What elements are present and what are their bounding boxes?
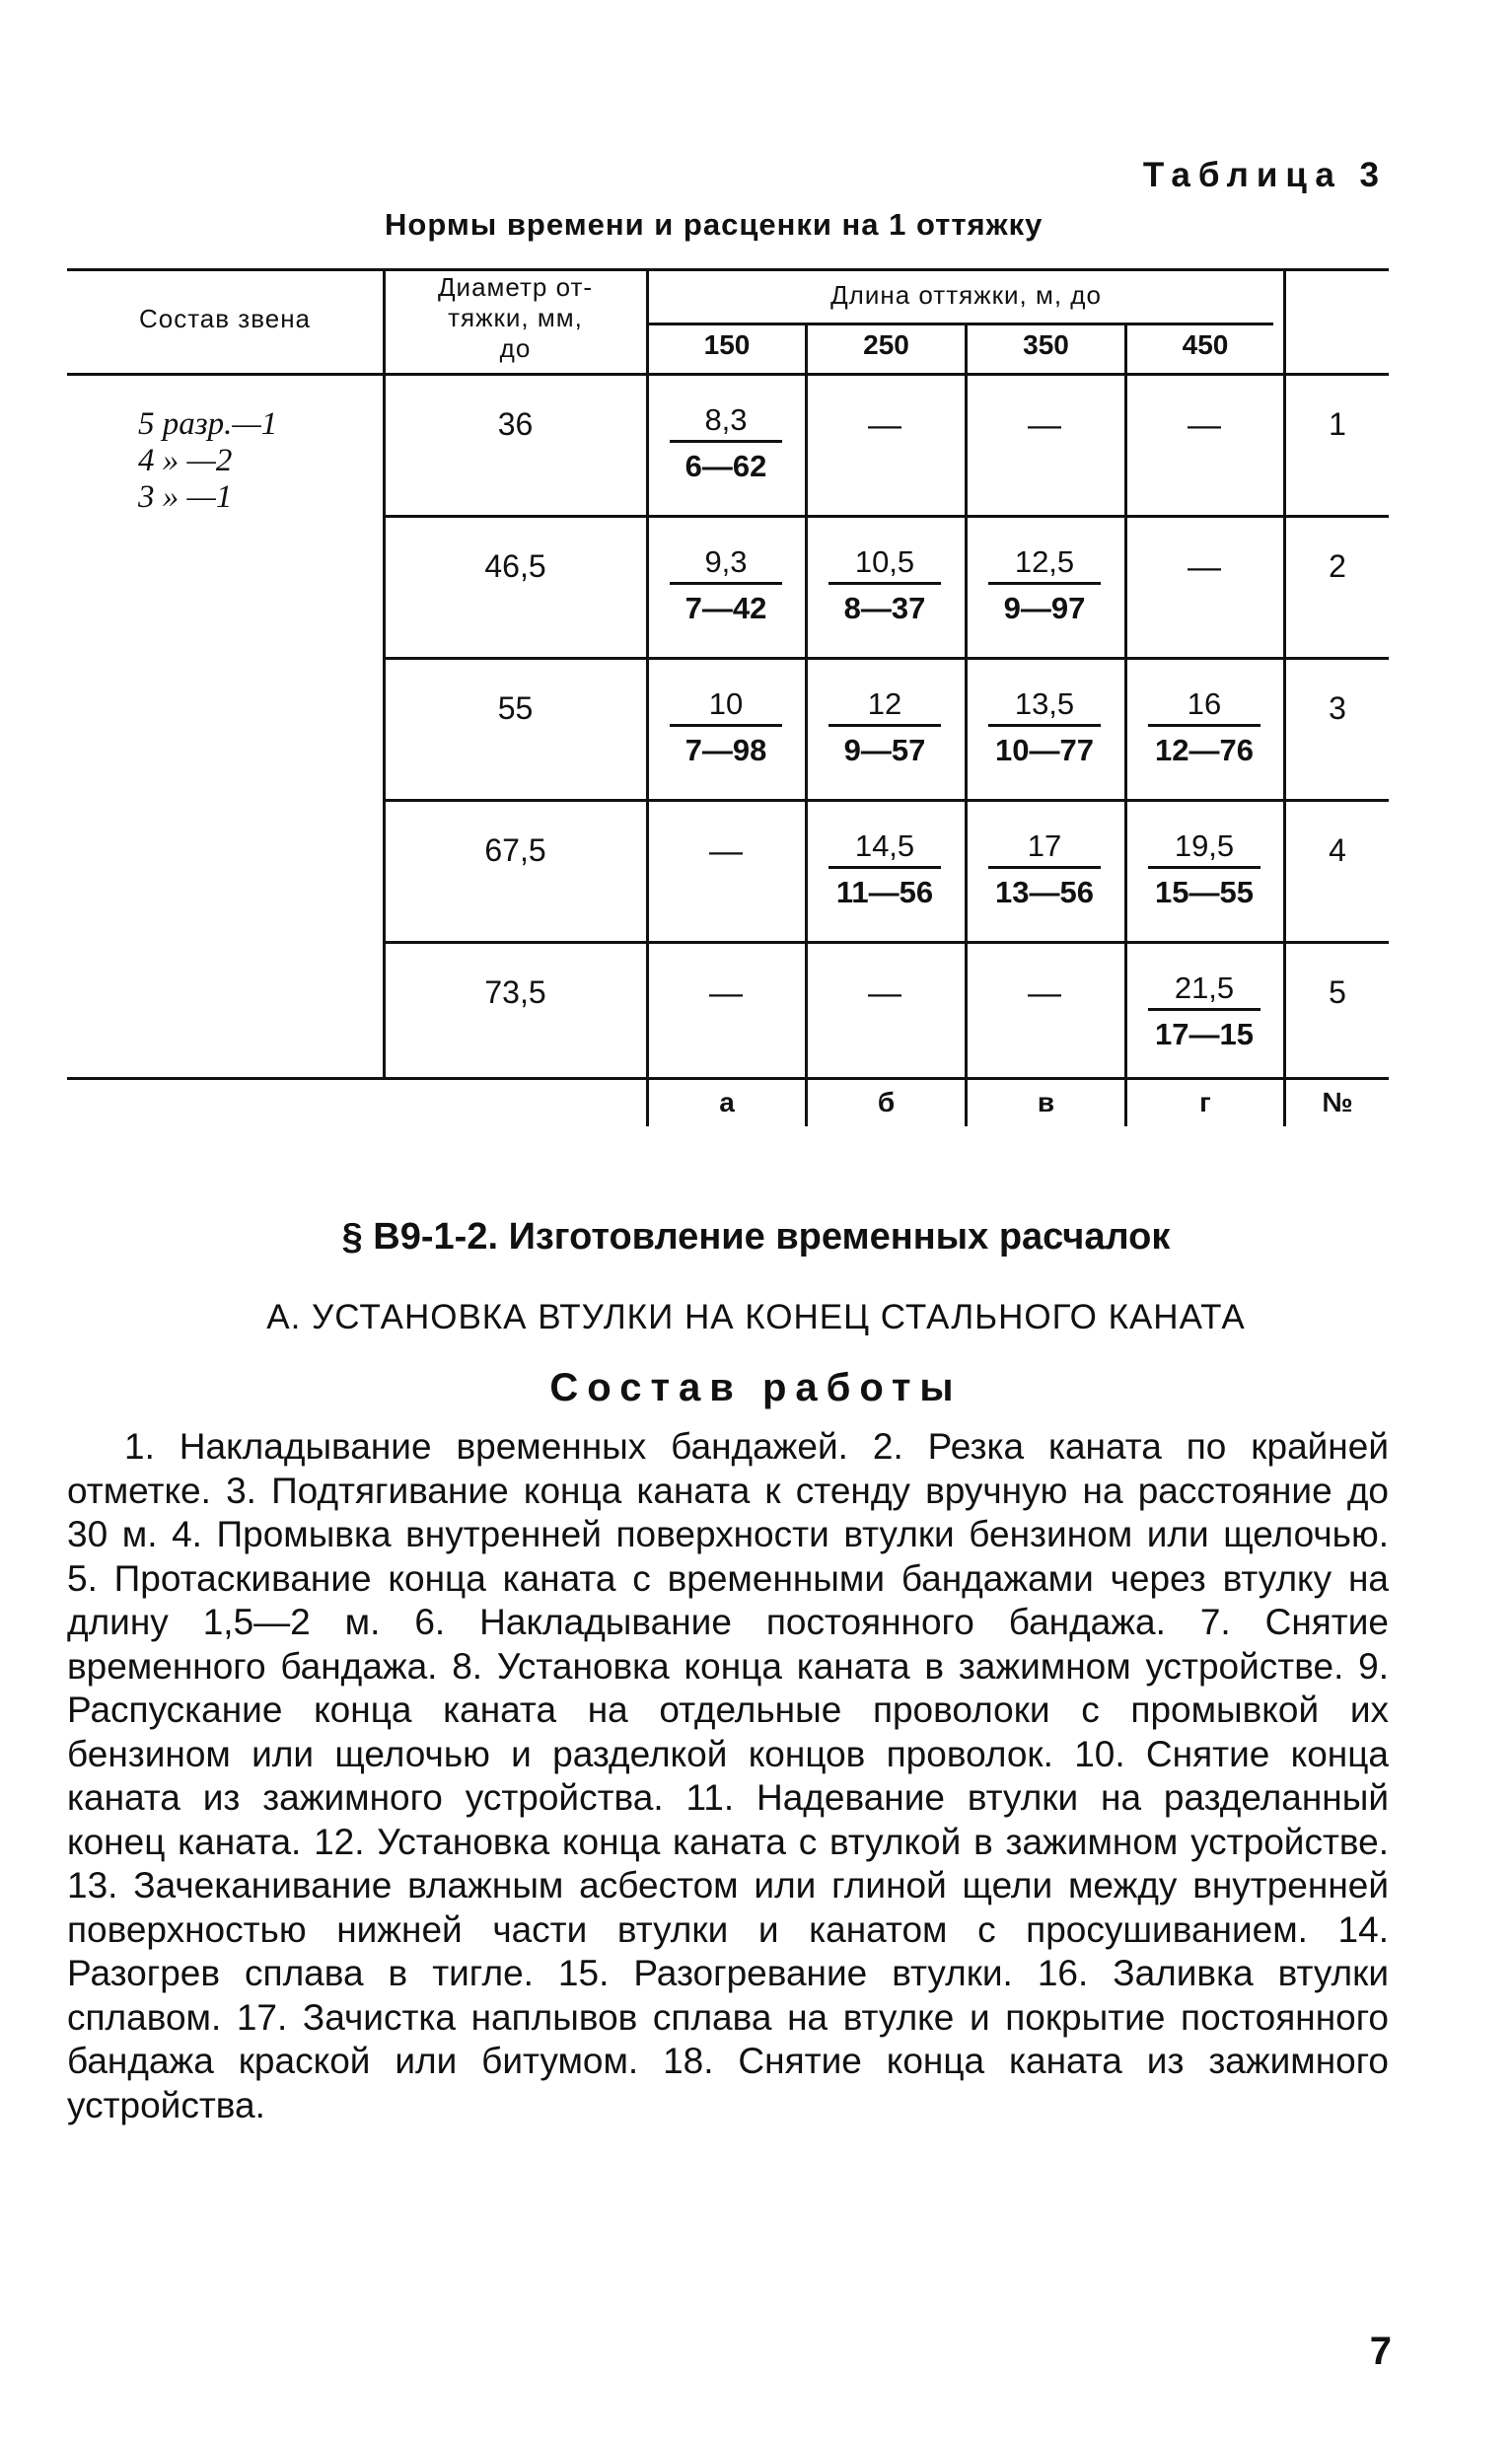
column-letter: г — [1199, 1087, 1211, 1117]
norm-cell: $\frac{10,5}{8—37}$ — [821, 544, 949, 626]
number-column-label: № — [1322, 1087, 1353, 1117]
column-letter: б — [877, 1087, 896, 1117]
crew-line: 3 » —1 — [138, 479, 233, 515]
row-divider — [383, 799, 1389, 802]
norm-cell: $\frac{9,3}{7—42}$ — [662, 544, 790, 626]
column-header-150: 150 — [703, 329, 751, 360]
column-divider — [1124, 324, 1127, 1126]
norm-cell: $\frac{10}{7—98}$ — [662, 686, 790, 768]
empty-cell-dash: — — [1028, 406, 1061, 444]
diameter-value: 67,5 — [484, 832, 546, 868]
row-number: 4 — [1329, 832, 1346, 868]
column-letter: в — [1037, 1087, 1055, 1117]
diameter-header: Диаметр от- тяжки, мм, до — [437, 272, 594, 363]
empty-cell-dash: — — [709, 974, 743, 1012]
column-divider — [383, 268, 386, 1079]
work-composition-title: Состав работы — [549, 1366, 963, 1409]
crew-header: Состав звена — [138, 304, 312, 333]
empty-cell-dash: — — [868, 974, 901, 1012]
column-divider — [805, 324, 808, 1126]
column-header-350: 350 — [1023, 329, 1069, 360]
norm-cell: $\frac{16}{12—76}$ — [1140, 686, 1268, 768]
row-divider — [383, 657, 1389, 660]
header-bottom-rule — [67, 373, 1389, 376]
empty-cell-dash: — — [1028, 974, 1061, 1012]
column-letter: а — [719, 1087, 735, 1117]
column-divider — [965, 324, 968, 1126]
empty-cell-dash: — — [868, 406, 901, 444]
crew-line: 5 разр.—1 — [138, 406, 278, 442]
crew-composition — [138, 406, 375, 516]
row-number: 5 — [1329, 974, 1346, 1010]
diameter-value: 46,5 — [484, 548, 546, 584]
length-header: Длина оттяжки, м, до — [830, 280, 1102, 310]
section-heading: § В9-1-2. Изготовление временных расчалок — [341, 1216, 1171, 1258]
norm-cell: $\frac{19,5}{15—55}$ — [1140, 828, 1268, 910]
diameter-value: 73,5 — [484, 974, 546, 1010]
norm-cell: $\frac{13,5}{10—77}$ — [980, 686, 1109, 768]
empty-cell-dash: — — [1188, 548, 1221, 586]
row-number: 2 — [1329, 548, 1346, 584]
diameter-value: 55 — [497, 690, 534, 726]
table-bottom-rule — [67, 1077, 1389, 1080]
length-header-rule — [646, 323, 1273, 325]
norm-cell: $\frac{17}{13—56}$ — [980, 828, 1109, 910]
row-number: 1 — [1329, 406, 1346, 442]
norms-table — [67, 268, 1389, 1136]
row-divider — [383, 515, 1389, 518]
crew-line: 4 » —2 — [138, 443, 233, 478]
column-header-450: 450 — [1182, 329, 1229, 360]
norm-cell: $\frac{12}{9—57}$ — [821, 686, 949, 768]
page-number: 7 — [1369, 2330, 1392, 2373]
work-composition-text: 1. Накладывание временных бандажей. 2. Резка каната по крайней отметке. 3. Подтягивание конца каната к стенду вручную на расстояние до 30 м. 4. Промывка внутренней поверхности втулки бензином или щелочью. 5. Протаскивание конца каната с временными бандажами через втулку на длину 1,5—2 м. 6. Накладывание постоянного бандажа. 7. Снятие временного бандажа. 8. Установка конца каната в зажимном устройстве. 9. Распускание конца каната на отдельные проволоки с промывкой их бензином или щелочью и разделкой концов проволок. 10. Снятие конца каната из зажимного устройства. 11. Надевание втулки на разделанный конец каната. 12. Установка конца каната с втулкой в зажимном устройстве. 13. Зачеканивание влажным асбестом или глиной щели между внутренней поверхностью нижней части втулки и канатом с просушиванием. 14. Разогрев сплава в тигле. 15. Разогревание втулки. 16. Заливка втулки сплавом. 17. Зачистка наплывов сплава на втулке и покрытие постоянного бандажа краской или битумом. 18. Снятие конца каната из зажимного устройства. — [67, 1426, 1389, 2125]
row-divider — [383, 941, 1389, 944]
norm-cell: $\frac{8,3}{6—62}$ — [662, 402, 790, 484]
subsection-heading: А. УСТАНОВКА ВТУЛКИ НА КОНЕЦ СТАЛЬНОГО КАНАТА — [266, 1298, 1246, 1336]
empty-cell-dash: — — [1188, 406, 1221, 444]
empty-cell-dash: — — [709, 832, 743, 870]
row-number: 3 — [1329, 690, 1346, 726]
norm-cell: $\frac{14,5}{11—56}$ — [821, 828, 949, 910]
table-title: Нормы времени и расценки на 1 оттяжку — [385, 207, 1044, 242]
norm-cell: $\frac{12,5}{9—97}$ — [980, 544, 1109, 626]
norm-cell: $\frac{21,5}{17—15}$ — [1140, 971, 1268, 1052]
table-label: Таблица 3 — [1142, 156, 1387, 194]
column-header-250: 250 — [863, 329, 909, 360]
table-top-rule — [67, 268, 1389, 271]
diameter-value: 36 — [497, 406, 534, 442]
column-divider — [646, 268, 649, 1126]
